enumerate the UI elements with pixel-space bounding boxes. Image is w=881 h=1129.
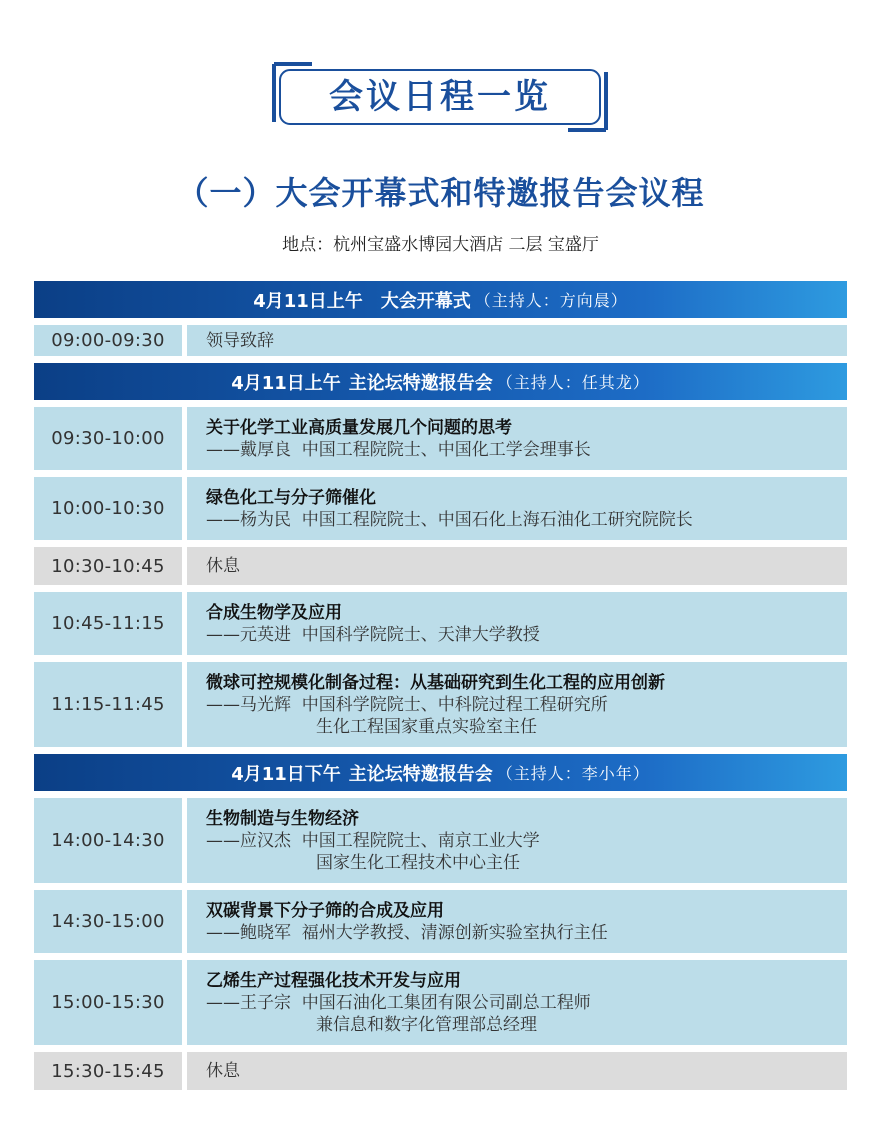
- talk-topic: 乙烯生产过程强化技术开发与应用: [206, 970, 461, 991]
- talk-speaker: ——马光辉 中国科学院院士、中科院过程工程研究所: [206, 694, 608, 715]
- talk-speaker: ——王子宗 中国石油化工集团有限公司副总工程师: [206, 992, 591, 1013]
- schedule-row: [34, 960, 847, 1045]
- talk-topic: 关于化学工业高质量发展几个问题的思考: [206, 417, 512, 438]
- talk-speaker: ——元英进 中国科学院院士、天津大学教授: [206, 624, 540, 645]
- row-time: 15:30-15:45: [34, 1052, 182, 1090]
- session-date: 4月11日上午: [253, 290, 363, 312]
- page-title: 会议日程一览: [329, 77, 551, 117]
- row-time: 10:00-10:30: [34, 477, 182, 540]
- schedule-row: [34, 798, 847, 883]
- schedule-row-break: [34, 547, 847, 585]
- row-content: [187, 325, 847, 356]
- session-date: 4月11日上午: [231, 372, 341, 394]
- schedule-row: [34, 477, 847, 540]
- row-time: 14:00-14:30: [34, 798, 182, 883]
- talk-topic: 绿色化工与分子筛催化: [206, 487, 376, 508]
- talk-speaker: ——鲍晓军 福州大学教授、清源创新实验室执行主任: [206, 922, 608, 943]
- row-time: 14:30-15:00: [34, 890, 182, 953]
- row-content: [187, 592, 847, 655]
- talk-topic: 生物制造与生物经济: [206, 808, 359, 829]
- session-host: （主持人：李小年）: [496, 764, 650, 783]
- row-time: 09:00-09:30: [34, 325, 182, 356]
- venue-text: 地点：杭州宝盛水博园大酒店 二层 宝盛厅: [282, 235, 599, 255]
- row-time: 09:30-10:00: [34, 407, 182, 470]
- schedule-row: [34, 407, 847, 470]
- talk-topic: 双碳背景下分子筛的合成及应用: [206, 900, 444, 921]
- session-host: （主持人：方向晨）: [474, 291, 628, 310]
- talk-speaker-title: 兼信息和数字化管理部总经理: [316, 1014, 537, 1035]
- page-title-frame: [272, 62, 608, 132]
- talk-speaker-title: 国家生化工程技术中心主任: [316, 852, 520, 873]
- session-name: 大会开幕式: [380, 290, 471, 312]
- row-content: [187, 477, 847, 540]
- row-time: 10:45-11:15: [34, 592, 182, 655]
- schedule-row: [34, 662, 847, 747]
- session-header: [34, 363, 847, 400]
- talk-speaker-title: 生化工程国家重点实验室主任: [316, 716, 537, 737]
- talk-topic: 合成生物学及应用: [206, 602, 342, 623]
- schedule-table: [34, 281, 847, 1097]
- row-text: 休息: [206, 1061, 240, 1081]
- row-content: [187, 407, 847, 470]
- section-title: （一）大会开幕式和特邀报告会议程: [176, 174, 705, 212]
- row-content: [187, 547, 847, 585]
- session-date: 4月11日下午: [231, 763, 341, 785]
- session-host: （主持人：任其龙）: [496, 373, 650, 392]
- session-header: [34, 754, 847, 791]
- row-text: 休息: [206, 556, 240, 576]
- row-content: [187, 798, 847, 883]
- row-time: 11:15-11:45: [34, 662, 182, 747]
- row-content: [187, 1052, 847, 1090]
- schedule-row: [34, 592, 847, 655]
- row-text: 领导致辞: [206, 330, 274, 351]
- talk-topic: 微球可控规模化制备过程：从基础研究到生化工程的应用创新: [206, 672, 665, 693]
- row-time: 15:00-15:30: [34, 960, 182, 1045]
- talk-speaker: ——应汉杰 中国工程院院士、南京工业大学: [206, 830, 540, 851]
- row-content: [187, 662, 847, 747]
- schedule-row: [34, 325, 847, 356]
- talk-speaker: ——杨为民 中国工程院院士、中国石化上海石油化工研究院院长: [206, 509, 693, 530]
- session-name: 主论坛特邀报告会: [348, 763, 493, 785]
- talk-speaker: ——戴厚良 中国工程院院士、中国化工学会理事长: [206, 439, 591, 460]
- row-content: [187, 890, 847, 953]
- schedule-row-break: [34, 1052, 847, 1090]
- row-time: 10:30-10:45: [34, 547, 182, 585]
- row-content: [187, 960, 847, 1045]
- schedule-row: [34, 890, 847, 953]
- session-name: 主论坛特邀报告会: [348, 372, 493, 394]
- session-header: [34, 281, 847, 318]
